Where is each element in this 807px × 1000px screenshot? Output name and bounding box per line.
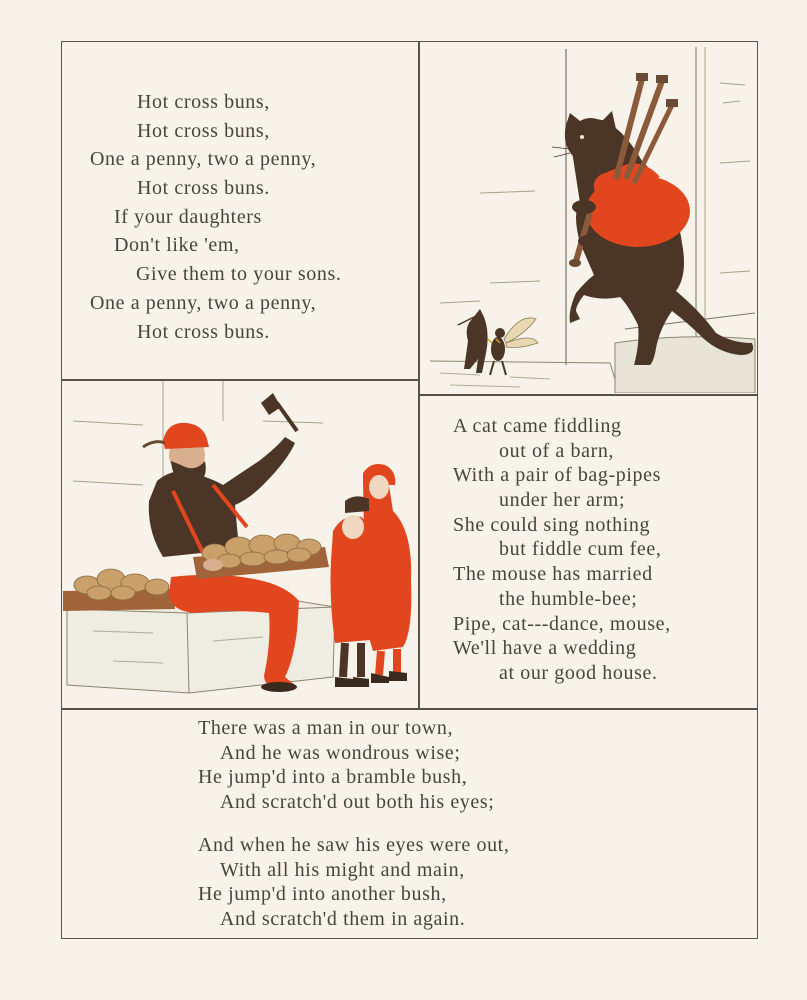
bagpipe-cat-illustration: [420, 43, 757, 393]
verse-line: If your daughters: [114, 205, 262, 228]
verse-line: Pipe, cat---dance, mouse,: [453, 612, 671, 635]
verse-line: With a pair of bag-pipes: [453, 464, 661, 487]
cat-fiddling-verse: [453, 414, 671, 686]
man-in-our-town-stanza-2: [198, 833, 509, 932]
verse-line: She could sing nothing: [453, 513, 651, 536]
mouse-and-bee-figures: [458, 309, 538, 375]
children-figures: [331, 464, 412, 687]
bun-seller-illustration: [63, 381, 417, 707]
verse-line: The mouse has married: [453, 563, 653, 586]
verse-line: Give them to your sons.: [136, 263, 342, 286]
verse-line: And scratch'd out both his eyes;: [220, 791, 495, 814]
verse-line: Hot cross buns,: [137, 119, 270, 142]
man-in-our-town-stanza-1: [198, 716, 494, 815]
verse-line: but fiddle cum fee,: [499, 538, 662, 561]
verse-line: And when he saw his eyes were out,: [198, 834, 510, 856]
verse-line: We'll have a wedding: [453, 637, 637, 660]
verse-line: under her arm;: [499, 489, 626, 512]
verse-line: One a penny, two a penny,: [90, 148, 317, 171]
verse-line: With all his might and main,: [220, 858, 465, 881]
verse-line: Don't like 'em,: [114, 234, 240, 257]
verse-line: out of a barn,: [499, 439, 615, 462]
verse-line: He jump'd into a bramble bush,: [198, 766, 468, 789]
verse-line: A cat came fiddling: [453, 415, 622, 437]
verse-line: the humble-bee;: [499, 587, 638, 610]
divider-right-middle: [418, 394, 758, 396]
verse-line: And he was wondrous wise;: [220, 741, 461, 764]
verse-line: There was a man in our town,: [198, 717, 454, 739]
verse-line: He jump'd into another bush,: [198, 883, 447, 906]
verse-line: Hot cross buns.: [137, 320, 270, 343]
verse-line: at our good house.: [499, 661, 658, 684]
hot-cross-buns-verse: [90, 88, 341, 346]
hand-bell: [261, 393, 297, 431]
verse-line: Hot cross buns,: [137, 91, 270, 113]
verse-line: One a penny, two a penny,: [90, 291, 317, 314]
verse-line: And scratch'd them in again.: [220, 908, 466, 931]
verse-line: Hot cross buns.: [137, 177, 270, 200]
divider-bottom: [61, 708, 758, 710]
